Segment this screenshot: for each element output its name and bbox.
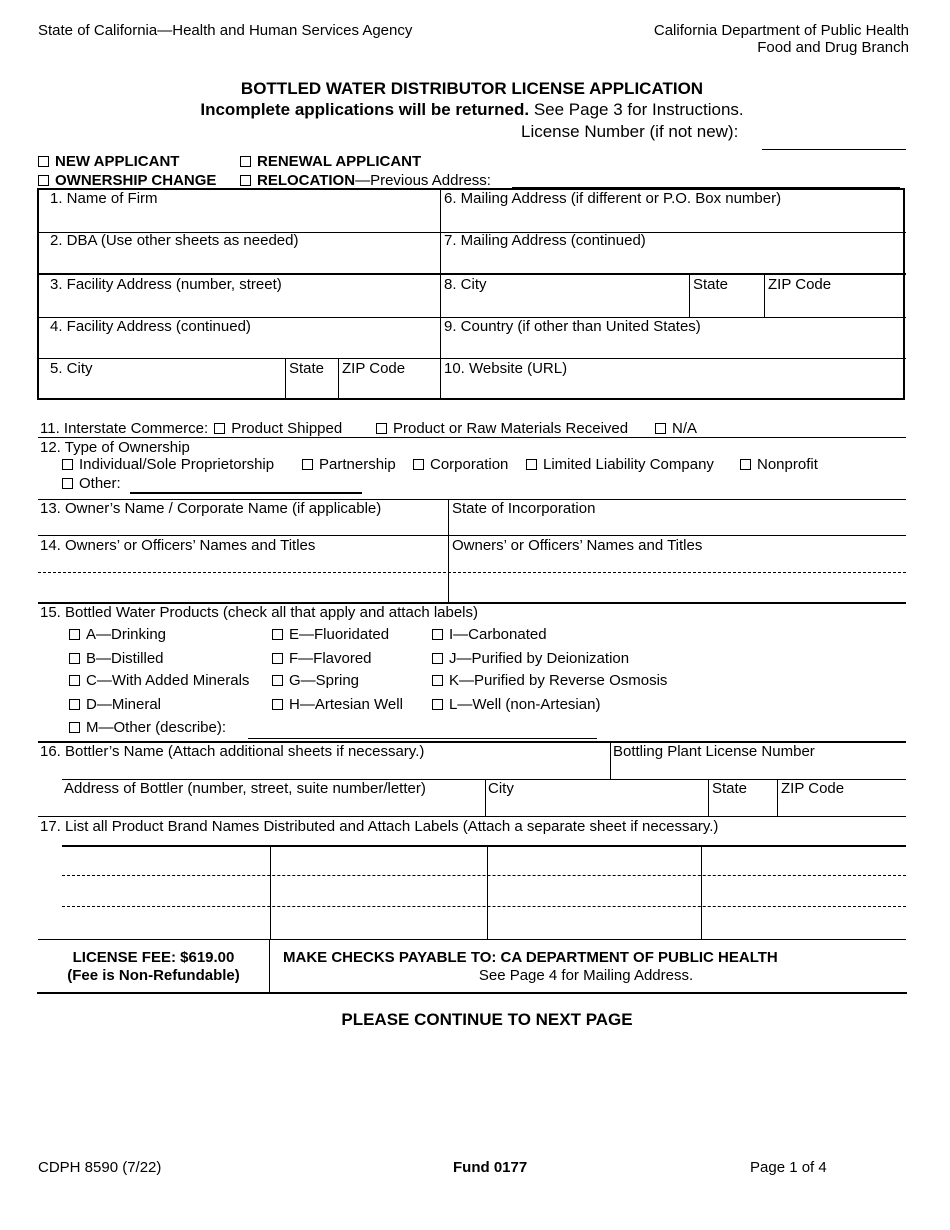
product-k-label: K—Purified by Reverse Osmosis [449, 672, 668, 689]
raw-materials-option[interactable] [376, 420, 628, 437]
product-g-checkbox[interactable] [272, 675, 283, 686]
brands-col-1 [270, 845, 271, 939]
product-f-checkbox[interactable] [272, 653, 283, 664]
ownership-corporation[interactable] [413, 456, 508, 473]
product-g-label: G—Spring [289, 672, 360, 689]
product-l-label: L—Well (non-Artesian) [449, 696, 601, 713]
llc-label: Limited Liability Company [543, 456, 714, 473]
continue-note: PLEASE CONTINUE TO NEXT PAGE [341, 1010, 633, 1029]
header-branch: Food and Drug Branch [757, 39, 909, 56]
field-mailing-state[interactable]: State [693, 276, 729, 293]
f8-state-divider [689, 273, 690, 317]
field-bottler-city[interactable]: City [488, 780, 514, 797]
relocation[interactable] [240, 172, 491, 189]
field-officers-right[interactable]: Owners’ or Officers’ Names and Titles [452, 537, 703, 554]
ownership-change-checkbox[interactable] [38, 175, 49, 186]
license-number-field[interactable] [762, 149, 906, 150]
nonprofit-label: Nonprofit [757, 456, 818, 473]
ownership-nonprofit[interactable] [740, 456, 818, 473]
brand-cell[interactable] [62, 847, 270, 875]
firm-divider [440, 189, 441, 400]
bottler-plant-divider [610, 742, 611, 779]
ownership-llc[interactable] [526, 456, 714, 473]
previous-address-label: —Previous Address: [355, 172, 491, 189]
product-i[interactable] [432, 626, 547, 643]
bottler-city-divider [485, 779, 486, 816]
ownership-partnership[interactable] [302, 456, 396, 473]
field-facility-state[interactable]: State [289, 360, 325, 377]
brands-dashed-line-1 [62, 875, 906, 876]
product-m-checkbox[interactable] [69, 722, 80, 733]
field-bottling-plant-license[interactable]: Bottling Plant License Number [613, 743, 815, 760]
owners-divider [448, 499, 449, 603]
product-a[interactable] [69, 626, 166, 643]
partnership-label: Partnership [319, 456, 396, 473]
brands-label: 17. List all Product Brand Names Distributed and Attach Labels (Attach a separate sheet if necessary.) [40, 818, 719, 835]
product-c-checkbox[interactable] [69, 675, 80, 686]
product-m-label: M—Other (describe): [86, 719, 227, 736]
raw-materials-checkbox[interactable] [376, 423, 387, 434]
field-website[interactable]: 10. Website (URL) [444, 360, 568, 377]
product-l-checkbox[interactable] [432, 699, 443, 710]
make-checks-payable: MAKE CHECKS PAYABLE TO: CA DEPARTMENT OF PUBLIC HEALTH [283, 949, 778, 966]
interstate-commerce [40, 420, 342, 437]
renewal-applicant[interactable] [240, 153, 421, 170]
product-b[interactable] [69, 650, 164, 667]
sole-checkbox[interactable] [62, 459, 73, 470]
product-i-label: I—Carbonated [449, 626, 547, 643]
header-agency: State of California—Health and Human Services Agency [38, 22, 413, 39]
product-e[interactable] [272, 626, 389, 643]
header-department: California Department of Public Health [653, 22, 909, 39]
ownership-change[interactable] [38, 172, 216, 189]
relocation-label: RELOCATION [257, 172, 356, 189]
field-bottler-state[interactable]: State [712, 780, 748, 797]
product-m-field[interactable] [248, 738, 597, 739]
product-shipped-label: Product Shipped [231, 420, 343, 437]
product-d[interactable] [69, 696, 161, 713]
ownership-type-label: 12. Type of Ownership [40, 439, 190, 456]
product-h[interactable] [272, 696, 403, 713]
license-number-label: License Number (if not new): [521, 122, 739, 141]
raw-materials-label: Product or Raw Materials Received [393, 420, 629, 437]
interstate-line [38, 437, 906, 438]
field-mailing-city[interactable]: 8. City [444, 276, 487, 293]
renewal-applicant-checkbox[interactable] [240, 156, 251, 167]
product-l[interactable] [432, 696, 600, 713]
other-checkbox[interactable] [62, 478, 73, 489]
na-option[interactable] [655, 420, 697, 437]
f5-zip-divider [338, 358, 339, 400]
f5-state-divider [285, 358, 286, 400]
field-facility-address-cont[interactable]: 4. Facility Address (continued) [50, 318, 251, 335]
product-a-label: A—Drinking [86, 626, 167, 643]
brands-col-3 [701, 845, 702, 939]
product-j-label: J—Purified by Deionization [449, 650, 630, 667]
fund-number: Fund 0177 [453, 1159, 528, 1176]
field-mailing-address-cont[interactable]: 7. Mailing Address (continued) [444, 232, 646, 249]
owners-mid-line [38, 535, 906, 536]
products-label: 15. Bottled Water Products (check all that apply and attach labels) [40, 604, 479, 621]
field-officers[interactable]: 14. Owners’ or Officers’ Names and Titles [40, 537, 316, 554]
corporation-checkbox[interactable] [413, 459, 424, 470]
product-j[interactable] [432, 650, 629, 667]
other-label: Other: [79, 475, 121, 492]
brands-bottom-line [38, 939, 906, 940]
form-number: CDPH 8590 (7/22) [38, 1159, 162, 1176]
f8-zip-divider [764, 273, 765, 317]
product-k[interactable] [432, 672, 667, 689]
na-label: N/A [672, 420, 698, 437]
corporation-label: Corporation [430, 456, 509, 473]
product-f[interactable] [272, 650, 372, 667]
new-applicant[interactable] [38, 153, 179, 170]
na-checkbox[interactable] [655, 423, 666, 434]
firm-row-line-4 [38, 358, 906, 359]
bottler-state-divider [708, 779, 709, 816]
field-dba[interactable]: 2. DBA (Use other sheets as needed) [50, 232, 299, 249]
firm-row-line-2 [38, 273, 906, 275]
field-mailing-zip[interactable]: ZIP Code [768, 276, 832, 293]
brands-dashed-line-2 [62, 906, 906, 907]
product-d-checkbox[interactable] [69, 699, 80, 710]
bottler-zip-divider [777, 779, 778, 816]
product-d-label: D—Mineral [86, 696, 162, 713]
field-owner-name[interactable]: 13. Owner’s Name / Corporate Name (if applicable) [40, 500, 382, 517]
field-facility-zip[interactable]: ZIP Code [342, 360, 406, 377]
product-b-checkbox[interactable] [69, 653, 80, 664]
other-field[interactable] [130, 492, 362, 494]
product-k-checkbox[interactable] [432, 675, 443, 686]
field-country[interactable]: 9. Country (if other than United States) [444, 318, 701, 335]
interstate-label: 11. Interstate Commerce: [40, 420, 209, 437]
product-i-checkbox[interactable] [432, 629, 443, 640]
page-title: BOTTLED WATER DISTRIBUTOR LICENSE APPLICATION [240, 79, 704, 98]
product-b-label: B—Distilled [86, 650, 164, 667]
ownership-change-label: OWNERSHIP CHANGE [55, 172, 217, 189]
product-h-checkbox[interactable] [272, 699, 283, 710]
product-e-label: E—Fluoridated [289, 626, 390, 643]
product-shipped-checkbox[interactable] [214, 423, 225, 434]
fee-bottom-line [37, 992, 907, 994]
field-bottler-zip[interactable]: ZIP Code [781, 780, 845, 797]
new-applicant-checkbox[interactable] [38, 156, 49, 167]
brands-col-2 [487, 845, 488, 939]
field-facility-city[interactable]: 5. City [50, 360, 93, 377]
field-mailing-address[interactable]: 6. Mailing Address (if different or P.O. Box number) [444, 190, 782, 207]
field-state-incorporation[interactable]: State of Incorporation [452, 500, 596, 517]
ownership-sole[interactable] [62, 456, 274, 473]
product-m[interactable] [69, 719, 226, 736]
product-e-checkbox[interactable] [272, 629, 283, 640]
llc-checkbox[interactable] [526, 459, 537, 470]
bottler-bottom-line [38, 816, 906, 817]
fee-divider [269, 939, 270, 993]
field-name-of-firm[interactable]: 1. Name of Firm [50, 190, 158, 207]
product-a-checkbox[interactable] [69, 629, 80, 640]
sole-label: Individual/Sole Proprietorship [79, 456, 275, 473]
owners-dashed-line [38, 572, 906, 573]
mailing-address-note: See Page 4 for Mailing Address. [478, 967, 694, 984]
ownership-other[interactable] [62, 475, 121, 492]
fee-non-refundable: (Fee is Non-Refundable) [67, 967, 240, 984]
renewal-applicant-label: RENEWAL APPLICANT [257, 153, 422, 170]
product-f-label: F—Flavored [289, 650, 372, 667]
product-j-checkbox[interactable] [432, 653, 443, 664]
product-h-label: H—Artesian Well [289, 696, 403, 713]
nonprofit-checkbox[interactable] [740, 459, 751, 470]
page-number: Page 1 of 4 [750, 1159, 827, 1176]
product-c[interactable] [69, 672, 249, 689]
field-bottler-name[interactable]: 16. Bottler’s Name (Attach additional sheets if necessary.) [40, 743, 425, 760]
relocation-checkbox[interactable] [240, 175, 251, 186]
new-applicant-label: NEW APPLICANT [55, 153, 180, 170]
instructions-note: See Page 3 for Instructions. [529, 100, 744, 119]
field-facility-address[interactable]: 3. Facility Address (number, street) [50, 276, 282, 293]
product-c-label: C—With Added Minerals [86, 672, 250, 689]
field-bottler-address[interactable]: Address of Bottler (number, street, suite number/letter) [64, 780, 426, 797]
product-g[interactable] [272, 672, 359, 689]
partnership-checkbox[interactable] [302, 459, 313, 470]
incomplete-warning: Incomplete applications will be returned. [200, 100, 530, 119]
subtitle [0, 100, 944, 120]
license-fee: LICENSE FEE: $619.00 [72, 949, 235, 966]
